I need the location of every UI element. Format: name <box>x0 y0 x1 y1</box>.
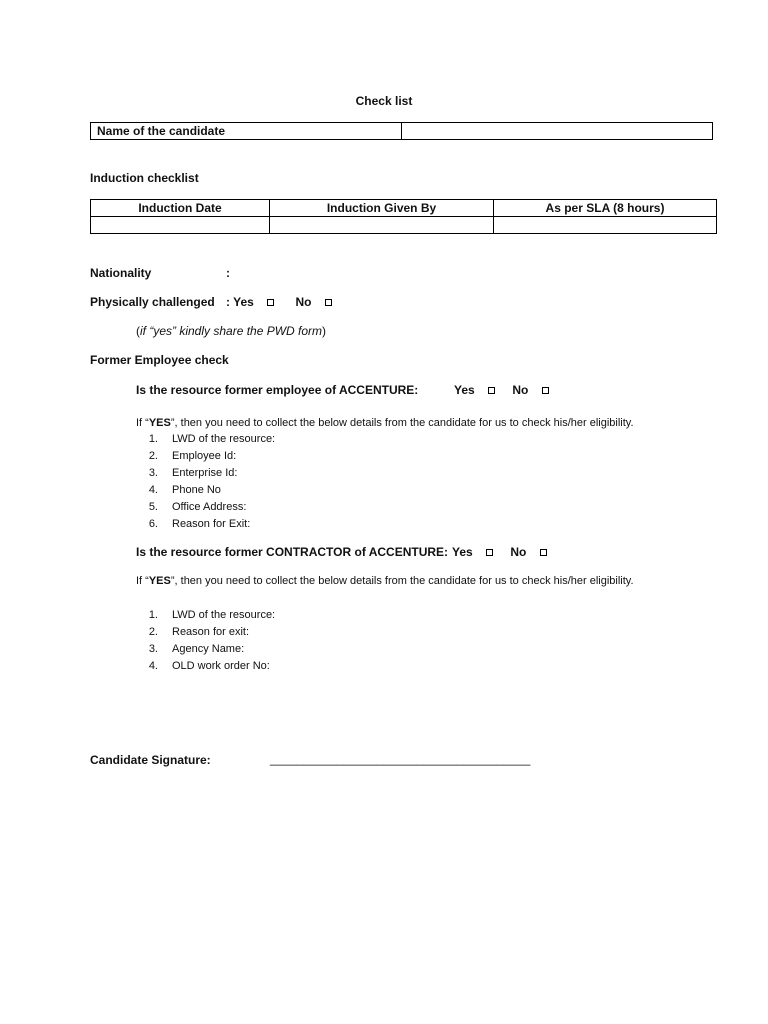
signature-line[interactable]: _______________________________________ <box>270 752 531 766</box>
pwd-note-close: ) <box>322 324 327 338</box>
candidate-label: Name of the candidate <box>91 123 402 140</box>
list-item-text: Enterprise Id: <box>172 467 238 479</box>
physically-challenged-yes-checkbox[interactable] <box>267 299 274 306</box>
induction-date-header: Induction Date <box>91 200 270 217</box>
induction-given-by-header: Induction Given By <box>270 200 494 217</box>
contractor-no-label: No <box>510 545 527 559</box>
contractor-yes-checkbox[interactable] <box>486 549 493 556</box>
candidate-name-field[interactable] <box>402 123 713 140</box>
induction-table <box>90 199 717 234</box>
instruction-text: ”, then you need to collect the below details from the candidate for us to check his/her eligibility. <box>170 575 634 587</box>
list-item: 6. Reason for Exit: <box>148 518 251 530</box>
contractor-list <box>136 607 275 675</box>
former-employee-heading: Former Employee check <box>90 353 229 367</box>
list-item-text: Agency Name: <box>172 643 245 655</box>
physically-challenged-yes-label: : Yes <box>226 295 254 309</box>
list-item: 3. Agency Name: <box>148 643 245 655</box>
instruction-text: If “ <box>136 417 149 429</box>
nationality-label: Nationality <box>90 266 152 280</box>
induction-given-by-cell[interactable] <box>270 217 494 234</box>
physically-challenged-no-checkbox[interactable] <box>325 299 332 306</box>
former-employee-no-checkbox[interactable] <box>542 387 549 394</box>
list-item: 1. LWD of the resource: <box>148 609 276 621</box>
list-item-text: Office Address: <box>172 501 247 513</box>
list-item: 3. Enterprise Id: <box>148 467 238 479</box>
list-item-text: Phone No <box>172 484 221 496</box>
list-item: 4. Phone No <box>148 484 221 496</box>
contractor-options <box>452 545 547 559</box>
physically-challenged-label: Physically challenged <box>90 295 215 309</box>
pwd-note-open: ( <box>136 324 140 338</box>
signature-label: Candidate Signature: <box>90 753 211 767</box>
list-item-text: LWD of the resource: <box>172 609 276 621</box>
list-item-text: Employee Id: <box>172 450 237 462</box>
former-employee-yes-label: Yes <box>454 383 475 397</box>
former-employee-list <box>136 431 275 533</box>
instruction-bold: YES <box>148 417 171 429</box>
list-item-text: Reason for exit: <box>172 626 250 638</box>
contractor-question: Is the resource former CONTRACTOR of ACCENTURE: <box>136 545 449 559</box>
pwd-note-text: if “yes” kindly share the PWD form <box>140 324 323 338</box>
list-item-text: OLD work order No: <box>172 660 270 672</box>
list-item: 4. OLD work order No: <box>148 660 270 672</box>
induction-heading: Induction checklist <box>90 171 199 185</box>
list-item: 2. Reason for exit: <box>148 626 250 638</box>
instruction-text: If “ <box>136 575 149 587</box>
contractor-instruction <box>136 575 634 587</box>
former-employee-yes-checkbox[interactable] <box>488 387 495 394</box>
former-employee-no-label: No <box>512 383 529 397</box>
former-employee-question: Is the resource former employee of ACCENTURE: <box>136 383 419 397</box>
sla-header: As per SLA (8 hours) <box>494 200 717 217</box>
former-employee-options <box>454 383 549 397</box>
list-item-text: LWD of the resource: <box>172 433 276 445</box>
contractor-yes-label: Yes <box>452 545 473 559</box>
induction-date-cell[interactable] <box>91 217 270 234</box>
instruction-text: ”, then you need to collect the below details from the candidate for us to check his/her eligibility. <box>170 417 634 429</box>
physically-challenged-no-label: No <box>295 295 312 309</box>
list-item: 5. Office Address: <box>148 501 247 513</box>
contractor-no-checkbox[interactable] <box>540 549 547 556</box>
nationality-colon: : <box>226 266 230 280</box>
list-item: 2. Employee Id: <box>148 450 237 462</box>
sla-cell[interactable] <box>494 217 717 234</box>
pwd-note <box>136 324 326 338</box>
list-item: 1. LWD of the resource: <box>148 433 276 445</box>
candidate-table <box>90 122 713 140</box>
page-title: Check list <box>355 94 413 108</box>
instruction-bold: YES <box>148 575 171 587</box>
physically-challenged-options <box>226 295 332 309</box>
former-employee-instruction <box>136 417 634 429</box>
list-item-text: Reason for Exit: <box>172 518 251 530</box>
